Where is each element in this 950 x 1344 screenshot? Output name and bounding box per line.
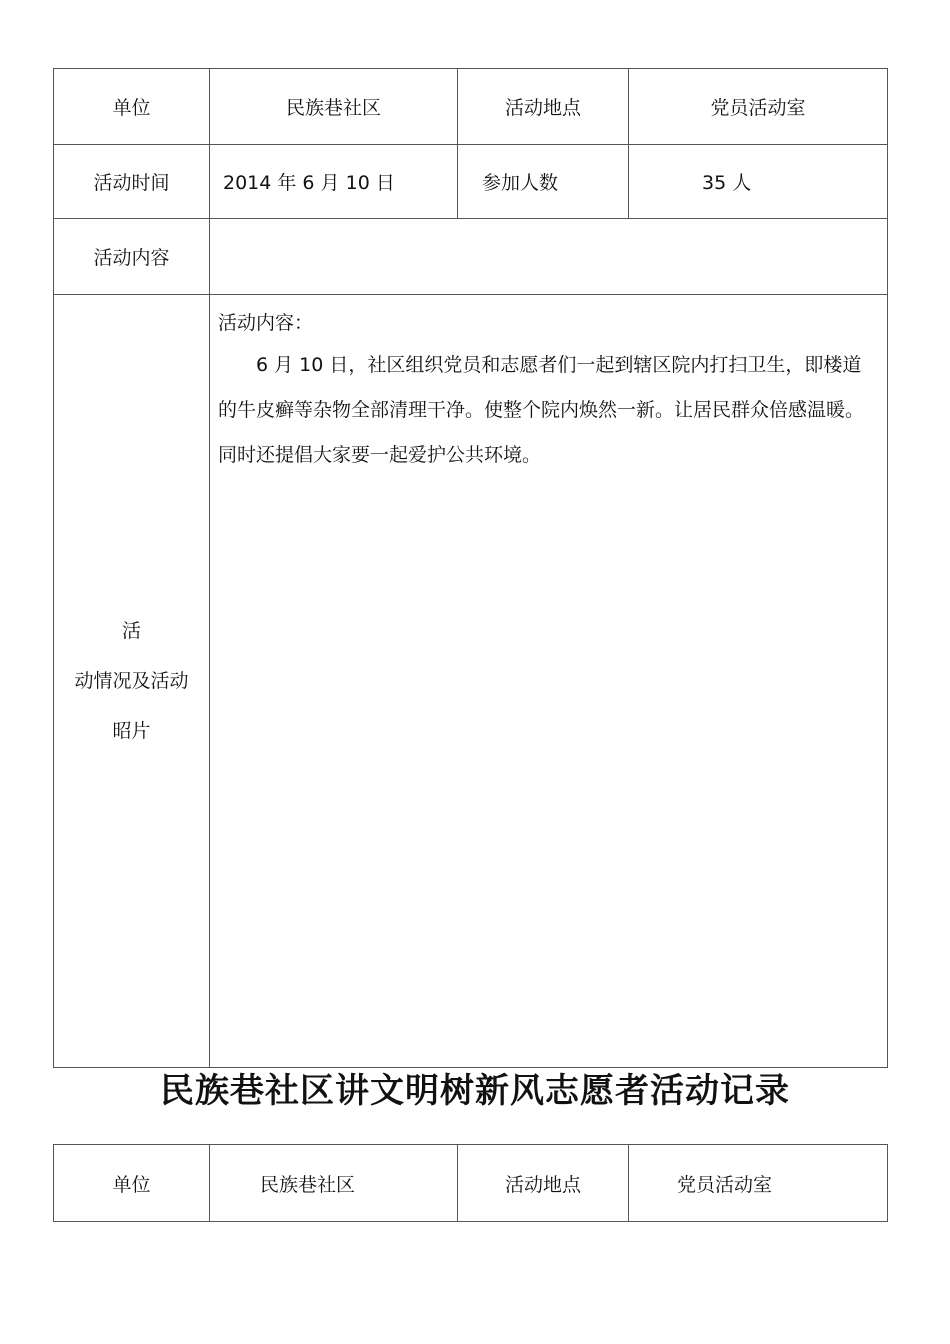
table-row	[54, 295, 888, 1068]
time-value: 2014 年 6 月 10 日	[210, 145, 458, 219]
time-label: 活动时间	[54, 145, 210, 219]
details-body: 6 月 10 日，社区组织党员和志愿者们一起到辖区院内打扫卫生，即楼道的牛皮癣等杂物全部清理干净。使整个院内焕然一新。让居民群众倍感温暖。同时还提倡大家要一起爱护公共环境。	[218, 354, 865, 466]
photos-label	[54, 295, 210, 1068]
location-label: 活动地点	[458, 1145, 629, 1222]
photos-label-line: 动情况及活动	[74, 670, 189, 692]
participants-value: 35 人	[629, 145, 888, 219]
participants-label: 参加人数	[458, 145, 629, 219]
content-value	[210, 219, 888, 295]
location-value: 党员活动室	[629, 69, 888, 145]
activity-record-table-1	[53, 68, 888, 1068]
details-heading: 活动内容：	[218, 312, 314, 334]
document-title: 民族巷社区讲文明树新风志愿者活动记录	[160, 1071, 790, 1111]
unit-label: 单位	[54, 69, 210, 145]
photos-label-line: 活	[121, 620, 141, 642]
table-row	[54, 145, 888, 219]
table-row	[54, 1145, 888, 1222]
unit-value: 民族巷社区	[210, 69, 458, 145]
photos-label-line: 昭片	[112, 720, 151, 742]
activity-record-table-2	[53, 1144, 888, 1222]
location-value: 党员活动室	[629, 1145, 888, 1222]
unit-value: 民族巷社区	[210, 1145, 458, 1222]
table-row	[54, 69, 888, 145]
table-row	[54, 219, 888, 295]
activity-details	[210, 295, 888, 1068]
unit-label: 单位	[54, 1145, 210, 1222]
location-label: 活动地点	[458, 69, 629, 145]
content-label: 活动内容	[54, 219, 210, 295]
